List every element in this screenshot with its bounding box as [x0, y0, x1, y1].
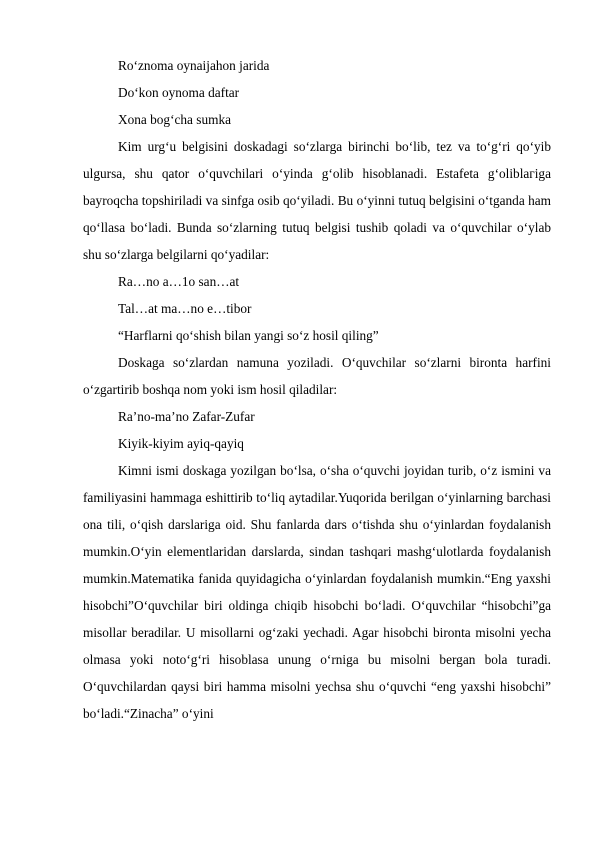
paragraph-5: Ra…no a…1o san…at [118, 274, 240, 289]
paragraph-2: Doʻkon oynoma daftar [118, 85, 240, 100]
paragraph-6: Tal…at ma…no e…tibor [118, 301, 252, 316]
paragraph-7: “Harflarni qoʻshish bilan yangi soʻz hosil qiling” [118, 328, 379, 343]
paragraph-10: Kiyik-kiyim ayiq-qayiq [118, 436, 244, 451]
paragraph-9: Ra’no-ma’no Zafar-Zufar [118, 409, 255, 424]
paragraph-1: Roʻznoma oynaijahon jarida [118, 58, 270, 73]
paragraph-11: Kimni ismi doskaga yozilgan boʻlsa, oʻsha oʻquvchi joyidan turib, oʻz ismini va familiyasini hammaga eshittirib toʻliq aytadilar.Yuqorida berilgan oʻyinlarning barchasi ona tili, oʻqish darslariga oid. Shu fanlarda dars oʻtishda shu oʻyinlardan foydalanish mumkin.Oʻyin elementlaridan darslarda, sindan tashqari mashgʻulotlarda foydalanish mumkin.Matematika fanida quyidagicha oʻyinlardan foydalanish mumkin.“Eng yaxshi hisobchi”Oʻquvchilar biri oldinga chiqib hisobchi boʻladi. Oʻquvchilar “hisobchi”ga misollar beradilar. U misollarni ogʻzaki yechadi. Agar hisobchi bironta misolni yecha olmasa yoki notoʻgʻri hisoblasa unung oʻrniga bu misolni bergan bola turadi. Oʻquvchilardan qaysi biri hamma misolni yechsa shu oʻquvchi “eng yaxshi hisobchi” boʻladi.“Zinacha” oʻyini [83, 463, 551, 721]
paragraph-3: Xona bogʻcha sumka [118, 112, 231, 127]
document-page [83, 52, 551, 727]
paragraph-8: Doskaga soʻzlardan namuna yoziladi. Oʻquvchilar soʻzlarni bironta harfini oʻzgartirib boshqa nom yoki ism hosil qiladilar: [83, 355, 551, 397]
paragraph-4: Kim urgʻu belgisini doskadagi soʻzlarga birinchi boʻlib, tez va toʻgʻri qoʻyib ulgursa, shu qator oʻquvchilari oʻyinda gʻolib hisoblanadi. Estafeta gʻoliblaгiga bayroqcha topshiriladi va sinfga osib qoʻyiladi. Bu oʻyinni tutuq belgisini oʻtganda ham qoʻllasa boʻladi. Bunda soʻzlarning tutuq belgisi tushib qoladi va oʻquvchilar oʻylab shu soʻzlarga belgilarni qoʻyadilar: [83, 139, 551, 262]
